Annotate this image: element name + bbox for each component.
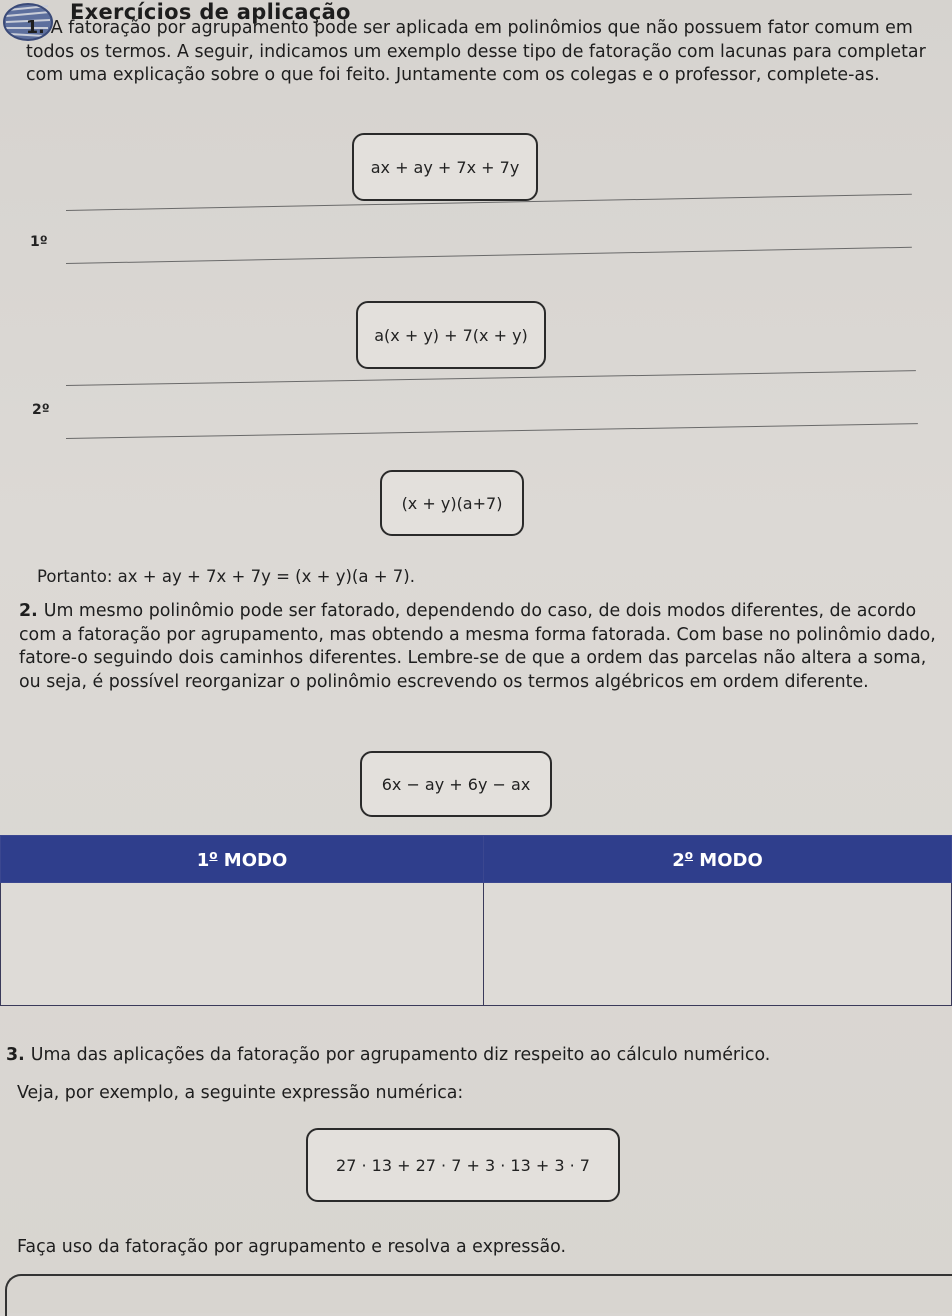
mode-2-answer-cell[interactable]	[484, 883, 952, 1006]
answer-line-step1-bottom	[66, 247, 912, 264]
expression-exercise3-box	[306, 1128, 620, 1202]
conclusion-text: Portanto: ax + ay + 7x + 7y = (x + y)(a + 7).	[37, 567, 415, 586]
modes-table	[0, 835, 952, 1006]
expression-step2-box	[380, 470, 524, 536]
expression-step1-box	[356, 301, 546, 369]
exercise-3-instruction: Faça uso da fatoração por agrupamento e resolva a expressão.	[17, 1237, 567, 1257]
expression-exercise2: 6x − ay + 6y − ax	[381, 774, 531, 794]
expression-step1: a(x + y) + 7(x + y)	[374, 325, 528, 345]
step-2-label: 2º	[32, 402, 50, 418]
answer-line-step2-bottom	[66, 423, 918, 439]
modes-table-answer-row	[1, 883, 952, 1006]
answer-box-outline	[5, 1274, 952, 1316]
expression-exercise3: 27 · 13 + 27 · 7 + 3 · 13 + 3 · 7	[336, 1155, 590, 1175]
expression-exercise2-box	[360, 751, 552, 817]
exercise-1-number: 1.	[26, 18, 45, 38]
mode-1-ordinal: o	[209, 847, 218, 862]
expression-initial-box	[352, 133, 538, 201]
exercise-1-statement	[26, 17, 938, 88]
exercise-2-text: Um mesmo polinômio pode ser fatorado, dependendo do caso, de dois modos diferentes, de acordo com a fatoração por agrupamento, mas obtendo a mesma forma fatorada. Com base no polinômio dado, fatore-o seguindo dois caminhos diferentes. Lembre-se de que a ordem das parcelas não altera a soma, ou seja, é possível reorganizar o polinômio escrevendo os termos algébricos em ordem diferente.	[19, 601, 936, 692]
exercise-2-statement	[19, 600, 939, 694]
exercise-1-text: A fatoração por agrupamento pode ser aplicada em polinômios que não possuem fator comum em todos os termos. A seguir, indicamos um exemplo desse tipo de fatoração com lacunas para completar com uma explicação sobre o que foi feito. Juntamente com os colegas e o professor, complete-as.	[26, 18, 926, 85]
mode-2-header	[484, 836, 952, 883]
exercise-3-intro2: Veja, por exemplo, a seguinte expressão numérica:	[17, 1083, 464, 1103]
exercise-3-intro	[6, 1044, 936, 1068]
mode-1-header	[1, 836, 484, 883]
expression-step2: (x + y)(a+7)	[401, 493, 503, 513]
mode-2-label: MODO	[699, 849, 763, 871]
mode-1-number: 1	[196, 849, 210, 871]
exercise-3-intro-text: Uma das aplicações da fatoração por agrupamento diz respeito ao cálculo numérico.	[30, 1045, 771, 1065]
step-1-label: 1º	[30, 234, 48, 250]
section-title: Exercícios de aplicação	[70, 0, 351, 24]
mode-2-number: 2	[672, 849, 685, 871]
mode-1-answer-cell[interactable]	[1, 883, 484, 1006]
modes-table-header	[1, 836, 952, 883]
mode-1-label: MODO	[223, 849, 288, 871]
exercise-3-number: 3.	[6, 1045, 25, 1065]
answer-line-step2-top	[66, 370, 916, 386]
mode-2-ordinal: o	[684, 847, 694, 862]
exercise-2-number: 2.	[19, 601, 38, 621]
expression-initial: ax + ay + 7x + 7y	[370, 157, 520, 177]
